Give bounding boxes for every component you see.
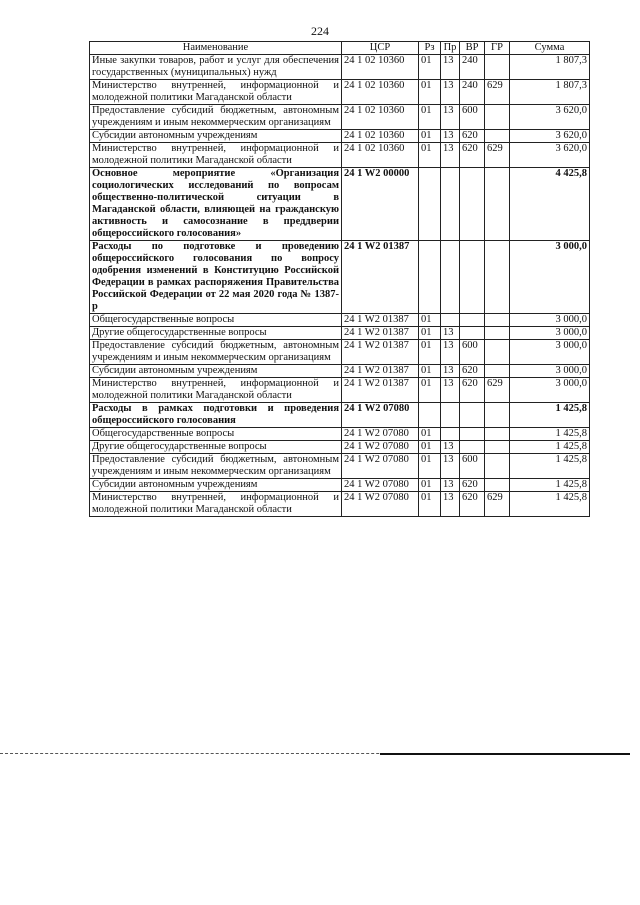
table-row bbox=[90, 327, 590, 340]
cell-gr bbox=[485, 454, 510, 479]
cell-sum: 1 425,8 bbox=[510, 492, 590, 517]
cell-sum: 3 620,0 bbox=[510, 105, 590, 130]
cell-vr: 600 bbox=[460, 454, 485, 479]
cell-pr: 13 bbox=[441, 365, 460, 378]
table-body bbox=[90, 55, 590, 517]
cell-pr: 13 bbox=[441, 130, 460, 143]
cell-vr bbox=[460, 403, 485, 428]
cell-pr bbox=[441, 314, 460, 327]
cell-gr: 629 bbox=[485, 143, 510, 168]
cell-pr bbox=[441, 241, 460, 314]
table-row bbox=[90, 492, 590, 517]
cell-sum: 1 425,8 bbox=[510, 479, 590, 492]
cell-sum: 3 620,0 bbox=[510, 143, 590, 168]
cell-sum: 3 000,0 bbox=[510, 314, 590, 327]
cell-vr: 240 bbox=[460, 80, 485, 105]
cell-name: Предоставление субсидий бюджетным, автономным учреждениям и иным некоммерческим организациям bbox=[90, 454, 342, 479]
cell-csr: 24 1 02 10360 bbox=[342, 55, 419, 80]
cell-rz: 01 bbox=[419, 454, 441, 479]
cell-name: Министерство внутренней, информационной и молодежной политики Магаданской области bbox=[90, 143, 342, 168]
cell-pr: 13 bbox=[441, 378, 460, 403]
table-row bbox=[90, 130, 590, 143]
cell-sum: 1 425,8 bbox=[510, 441, 590, 454]
cell-pr bbox=[441, 428, 460, 441]
cell-rz: 01 bbox=[419, 327, 441, 340]
cell-pr: 13 bbox=[441, 492, 460, 517]
cell-rz: 01 bbox=[419, 441, 441, 454]
page-number: 224 bbox=[311, 24, 329, 38]
cell-csr: 24 1 W2 01387 bbox=[342, 378, 419, 403]
cell-gr bbox=[485, 479, 510, 492]
cell-csr: 24 1 W2 01387 bbox=[342, 241, 419, 314]
cell-rz: 01 bbox=[419, 314, 441, 327]
table-row bbox=[90, 428, 590, 441]
cell-rz: 01 bbox=[419, 143, 441, 168]
cell-sum: 3 000,0 bbox=[510, 241, 590, 314]
cell-vr: 620 bbox=[460, 143, 485, 168]
cell-vr: 620 bbox=[460, 365, 485, 378]
cell-rz: 01 bbox=[419, 492, 441, 517]
header-csr: ЦСР bbox=[342, 42, 419, 55]
header-sum: Сумма bbox=[510, 42, 590, 55]
page-divider-solid bbox=[380, 753, 630, 755]
table-row bbox=[90, 441, 590, 454]
cell-name: Предоставление субсидий бюджетным, автономным учреждениям и иным некоммерческим организациям bbox=[90, 105, 342, 130]
cell-vr bbox=[460, 428, 485, 441]
cell-sum: 3 620,0 bbox=[510, 130, 590, 143]
cell-pr: 13 bbox=[441, 55, 460, 80]
cell-gr bbox=[485, 441, 510, 454]
cell-gr bbox=[485, 365, 510, 378]
table-row bbox=[90, 55, 590, 80]
cell-pr: 13 bbox=[441, 454, 460, 479]
cell-rz bbox=[419, 241, 441, 314]
table-row bbox=[90, 365, 590, 378]
cell-gr bbox=[485, 428, 510, 441]
cell-vr: 620 bbox=[460, 479, 485, 492]
cell-sum: 1 807,3 bbox=[510, 55, 590, 80]
cell-sum: 1 425,8 bbox=[510, 403, 590, 428]
cell-gr bbox=[485, 403, 510, 428]
cell-csr: 24 1 02 10360 bbox=[342, 80, 419, 105]
cell-pr: 13 bbox=[441, 143, 460, 168]
cell-name: Расходы в рамках подготовки и проведения общероссийского голосования bbox=[90, 403, 342, 428]
cell-rz bbox=[419, 168, 441, 241]
cell-gr bbox=[485, 105, 510, 130]
cell-sum: 3 000,0 bbox=[510, 365, 590, 378]
cell-sum: 1 425,8 bbox=[510, 454, 590, 479]
table-row bbox=[90, 454, 590, 479]
cell-rz: 01 bbox=[419, 340, 441, 365]
cell-vr: 240 bbox=[460, 55, 485, 80]
cell-gr: 629 bbox=[485, 378, 510, 403]
table-row bbox=[90, 314, 590, 327]
cell-rz: 01 bbox=[419, 365, 441, 378]
cell-csr: 24 1 W2 01387 bbox=[342, 314, 419, 327]
cell-sum: 3 000,0 bbox=[510, 340, 590, 365]
cell-sum: 1 807,3 bbox=[510, 80, 590, 105]
cell-pr bbox=[441, 403, 460, 428]
cell-vr: 620 bbox=[460, 492, 485, 517]
cell-rz: 01 bbox=[419, 479, 441, 492]
header-gr: ГР bbox=[485, 42, 510, 55]
cell-vr bbox=[460, 241, 485, 314]
table-row bbox=[90, 241, 590, 314]
cell-sum: 1 425,8 bbox=[510, 428, 590, 441]
cell-csr: 24 1 W2 07080 bbox=[342, 479, 419, 492]
cell-csr: 24 1 W2 07080 bbox=[342, 492, 419, 517]
cell-gr bbox=[485, 55, 510, 80]
cell-name: Министерство внутренней, информационной и молодежной политики Магаданской области bbox=[90, 492, 342, 517]
cell-rz bbox=[419, 403, 441, 428]
cell-rz: 01 bbox=[419, 80, 441, 105]
cell-rz: 01 bbox=[419, 130, 441, 143]
cell-name: Иные закупки товаров, работ и услуг для обеспечения государственных (муниципальных) нужд bbox=[90, 55, 342, 80]
cell-csr: 24 1 02 10360 bbox=[342, 105, 419, 130]
cell-csr: 24 1 W2 01387 bbox=[342, 340, 419, 365]
cell-csr: 24 1 W2 07080 bbox=[342, 454, 419, 479]
cell-name: Министерство внутренней, информационной и молодежной политики Магаданской области bbox=[90, 80, 342, 105]
cell-name: Другие общегосударственные вопросы bbox=[90, 441, 342, 454]
cell-name: Общегосударственные вопросы bbox=[90, 314, 342, 327]
cell-gr: 629 bbox=[485, 492, 510, 517]
cell-name: Другие общегосударственные вопросы bbox=[90, 327, 342, 340]
cell-pr: 13 bbox=[441, 327, 460, 340]
header-vr: ВР bbox=[460, 42, 485, 55]
cell-sum: 3 000,0 bbox=[510, 378, 590, 403]
cell-vr bbox=[460, 327, 485, 340]
cell-vr: 620 bbox=[460, 130, 485, 143]
budget-table bbox=[89, 41, 590, 517]
table-header-row bbox=[90, 42, 590, 55]
cell-name: Субсидии автономным учреждениям bbox=[90, 130, 342, 143]
cell-rz: 01 bbox=[419, 55, 441, 80]
table-row bbox=[90, 479, 590, 492]
cell-pr: 13 bbox=[441, 340, 460, 365]
cell-csr: 24 1 W2 01387 bbox=[342, 365, 419, 378]
cell-pr: 13 bbox=[441, 441, 460, 454]
table-row bbox=[90, 340, 590, 365]
cell-csr: 24 1 W2 07080 bbox=[342, 403, 419, 428]
cell-name: Основное мероприятие «Организация социологических исследований по вопросам общественно-политической ситуации в Магаданской области, влияющей на гражданскую активность и самосознание в преддверии общероссийского голосования» bbox=[90, 168, 342, 241]
cell-csr: 24 1 W2 07080 bbox=[342, 428, 419, 441]
cell-rz: 01 bbox=[419, 378, 441, 403]
cell-gr bbox=[485, 314, 510, 327]
table-row bbox=[90, 80, 590, 105]
cell-vr: 620 bbox=[460, 378, 485, 403]
table-row bbox=[90, 143, 590, 168]
cell-gr bbox=[485, 130, 510, 143]
cell-pr: 13 bbox=[441, 105, 460, 130]
cell-gr bbox=[485, 241, 510, 314]
cell-gr bbox=[485, 168, 510, 241]
cell-name: Расходы по подготовке и проведению общероссийского голосования по вопросу одобрения изменений в Конституцию Российской Федерации в рамках распоряжения Правительства Российской Федерации от 22 мая 2020 года № 1387-р bbox=[90, 241, 342, 314]
cell-vr: 600 bbox=[460, 105, 485, 130]
table-row bbox=[90, 378, 590, 403]
header-rz: Рз bbox=[419, 42, 441, 55]
cell-csr: 24 1 02 10360 bbox=[342, 143, 419, 168]
cell-vr: 600 bbox=[460, 340, 485, 365]
cell-vr bbox=[460, 314, 485, 327]
cell-sum: 3 000,0 bbox=[510, 327, 590, 340]
cell-name: Предоставление субсидий бюджетным, автономным учреждениям и иным некоммерческим организациям bbox=[90, 340, 342, 365]
cell-name: Общегосударственные вопросы bbox=[90, 428, 342, 441]
header-pr: Пр bbox=[441, 42, 460, 55]
cell-csr: 24 1 W2 07080 bbox=[342, 441, 419, 454]
cell-rz: 01 bbox=[419, 428, 441, 441]
cell-gr: 629 bbox=[485, 80, 510, 105]
cell-pr: 13 bbox=[441, 479, 460, 492]
cell-sum: 4 425,8 bbox=[510, 168, 590, 241]
cell-pr: 13 bbox=[441, 80, 460, 105]
cell-csr: 24 1 W2 00000 bbox=[342, 168, 419, 241]
table-row bbox=[90, 168, 590, 241]
cell-name: Министерство внутренней, информационной и молодежной политики Магаданской области bbox=[90, 378, 342, 403]
cell-vr bbox=[460, 168, 485, 241]
cell-name: Субсидии автономным учреждениям bbox=[90, 365, 342, 378]
cell-rz: 01 bbox=[419, 105, 441, 130]
cell-name: Субсидии автономным учреждениям bbox=[90, 479, 342, 492]
cell-vr bbox=[460, 441, 485, 454]
table-row bbox=[90, 403, 590, 428]
header-name: Наименование bbox=[90, 42, 342, 55]
cell-gr bbox=[485, 340, 510, 365]
cell-csr: 24 1 W2 01387 bbox=[342, 327, 419, 340]
table-row bbox=[90, 105, 590, 130]
cell-csr: 24 1 02 10360 bbox=[342, 130, 419, 143]
cell-pr bbox=[441, 168, 460, 241]
cell-gr bbox=[485, 327, 510, 340]
